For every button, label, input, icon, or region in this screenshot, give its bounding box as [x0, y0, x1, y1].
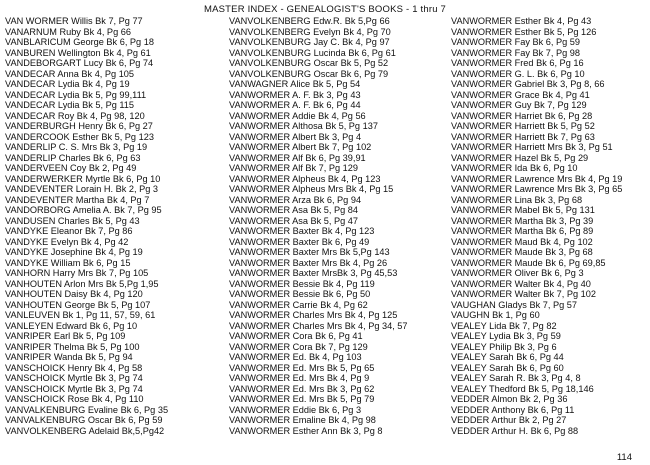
- index-entry: VANWORMER Harriett Bk 7, Pg 63: [451, 131, 595, 142]
- index-entry: VANWORMER Harriett Mrs Bk 3, Pg 51: [451, 142, 613, 152]
- index-entry: VANDEVENTER Martha Bk 4, Pg 7: [5, 194, 150, 205]
- index-entry: VANVOLKENBERG Adelaid Bk,5,Pg42: [5, 425, 165, 436]
- index-entry: VANWORMER Lina Bk 3, Pg 68: [451, 194, 583, 205]
- index-entry: VANWORMER Bessie Bk 6, Pg 50: [229, 289, 371, 299]
- index-entry: VANWORMER Arza Bk 6, Pg 94: [229, 194, 362, 205]
- index-entry: VANDYKE Josephine Bk 4, Pg 19: [5, 247, 143, 257]
- index-entry: VANWORMER Grace Bk 4, Pg 41: [451, 89, 590, 100]
- index-entry: VANVOLKENBURG Lucinda Bk 6, Pg 61: [229, 47, 396, 58]
- index-entry: VANWORMER Fay Bk 6, Pg 59: [451, 37, 580, 47]
- index-entry: VANWORMER Harriet Bk 6, Pg 28: [451, 110, 593, 121]
- index-entry: VEALEY Sarah R. Bk 3, Pg 4, 8: [451, 373, 581, 383]
- index-entry: VANDEBORGART Lucy Bk 6, Pg 74: [5, 58, 154, 68]
- index-entry: VANDERVEEN Coy Bk 2, Pg 49: [5, 163, 137, 173]
- index-entry: VEALEY Sarah Bk 6, Pg 44: [451, 352, 564, 362]
- index-entry: VANWORMER Asa Bk 5, Pg 84: [229, 205, 359, 215]
- index-entry: VEDDER Arthur H. Bk 6, Pg 88: [451, 425, 579, 436]
- index-entry: VANVALKENBURG Oscar Bk 6, Pg 59: [5, 415, 163, 425]
- index-entry: VANWORMER Oliver Bk 6, Pg 3: [451, 268, 584, 278]
- index-entry: VANDYKE Eleanor Bk 7, Pg 86: [5, 226, 133, 236]
- index-entry: VANWORMER Charles Mrs Bk 4, Pg 34, 57: [229, 320, 408, 331]
- index-entry: VANWORMER Alf Bk 7, Pg 129: [229, 163, 359, 173]
- index-entry: VANVOLKENBERG Evelyn Bk 4, Pg 70: [229, 26, 391, 37]
- page-number: 114: [616, 452, 632, 463]
- index-entry: VANWORMER Ed. Bk 4, Pg 103: [229, 352, 362, 362]
- index-entry: VEALEY Sarah Bk 6, Pg 60: [451, 362, 564, 373]
- index-entry: VANWORMER Alf Bk 6, Pg 39,91: [229, 152, 366, 163]
- index-entry: VANWORMER Bessie Bk 4, Pg 119: [229, 278, 375, 289]
- index-entry: VAUGHAN Gladys Bk 7, Pg 57: [451, 299, 577, 310]
- index-entry: VANWORMER Ed. Mrs Bk 5, Pg 79: [229, 394, 375, 404]
- index-entry: VANVOLKENBERG Edw.R. Bk 5,Pg 66: [229, 16, 390, 26]
- index-column-2: [229, 16, 447, 436]
- index-entry: VANVOLKENBURG Oscar Bk 5, Pg 52: [229, 58, 389, 68]
- index-entry: VANARNUM Ruby Bk 4, Pg 66: [5, 26, 131, 37]
- index-entry: VANWORMER Gabriel Bk 3, Pg 8, 66: [451, 79, 605, 89]
- index-entry: VANDEVENTER Lorain H. Bk 2, Pg 3: [5, 184, 159, 194]
- index-entry: VANDERLIP C. S. Mrs Bk 3, Pg 19: [5, 142, 148, 152]
- index-entry: VANDORBORG Amelia A. Bk 7, Pg 95: [5, 205, 162, 215]
- index-entry: VANWORMER A. F. Bk 6, Pg 44: [229, 100, 361, 110]
- index-entry: VANWORMER Charles Mrs Bk 4, Pg 125: [229, 310, 398, 320]
- index-entry: VANWORMER Asa Bk 5, Pg 47: [229, 215, 359, 226]
- index-entry: VANWORMER Baxter Bk 4, Pg 123: [229, 226, 375, 236]
- index-entry: VANWORMER Guy Bk 7, Pg 129: [451, 100, 587, 110]
- index-entry: VANWORMER Maud Bk 4, Pg 102: [451, 236, 593, 247]
- index-entry: VANLEYEN Edward Bk 6, Pg 10: [5, 320, 138, 331]
- index-entry: VAUGHN Bk 1, Pg 60: [451, 310, 540, 320]
- index-entry: VANWORMER Cora Bk 7, Pg 129: [229, 341, 368, 352]
- index-entry: VANSCHOICK Myrtle Bk 3, Pg 74: [5, 373, 143, 383]
- index-entry: VANWORMER Ida Bk 6, Pg 10: [451, 163, 578, 173]
- index-entry: VANVALKENBURG Evaline Bk 6, Pg 35: [5, 404, 169, 415]
- index-entry: VANDECAR Lydia Bk 5, Pg 115: [5, 100, 135, 110]
- index-entry: VANDERCOOK Esther Bk 5, Pg 123: [5, 131, 154, 142]
- index-entry: VANBUREN Wellington Bk 4, Pg 61: [5, 47, 151, 58]
- index-entry: VANSCHOICK Henry Bk 4, Pg 58: [5, 362, 143, 373]
- index-entry: VANLEUVEN Bk 1, Pg 11, 57, 59, 61: [5, 310, 156, 320]
- index-entry: VANDECAR Lydia Bk 5, Pg 99,111: [5, 89, 147, 100]
- index-entry: VANWORMER Albert Bk 3, Pg 4: [229, 131, 362, 142]
- index-entry: VANWORMER Baxter MrsBk 3, Pg 45,53: [229, 268, 398, 278]
- index-entry: VANRIPER Earl Bk 5, Pg 109: [5, 331, 126, 341]
- index-entry: VANWORMER Althosa Bk 5, Pg 137: [229, 121, 378, 131]
- index-entry: VANWORMER Emaline Bk 4, Pg 98: [229, 415, 376, 425]
- index-entry: VAN WORMER Willis Bk 7, Pg 77: [5, 16, 143, 26]
- index-entry: VANVOLKENBURG Oscar Bk 6, Pg 79: [229, 68, 389, 79]
- index-entry: VANWORMER Ed. Mrs Bk 3, Pg 62: [229, 383, 375, 394]
- index-entry: VANWORMER Harriett Bk 5, Pg 52: [451, 121, 595, 131]
- index-column-3: [451, 16, 649, 436]
- index-entry: VANHOUTEN Daisy Bk 4, Pg 120: [5, 289, 143, 299]
- index-entry: VANWORMER A. F. Bk 3, Pg 43: [229, 89, 361, 100]
- index-entry: VANWORMER Baxter Bk 6, Pg 49: [229, 236, 370, 247]
- index-entry: VEALEY Philip Bk 3, Pg 6: [451, 341, 557, 352]
- index-entry: VANWORMER Maude Bk 6, Pg 69,85: [451, 257, 606, 268]
- index-entry: VANDERWERKER Myrtle Bk 6, Pg 10: [5, 173, 161, 184]
- index-entry: VANDECAR Anna Bk 4, Pg 105: [5, 68, 135, 79]
- index-entry: VANSCHOICK Myrtle Bk 3, Pg 74: [5, 383, 143, 394]
- index-entry: VEDDER Almon Bk 2, Pg 36: [451, 394, 568, 404]
- index-entry: VANWORMER Martha Bk 3, Pg 39: [451, 215, 594, 226]
- index-entry: VANWORMER Fred Bk 6, Pg 16: [451, 58, 584, 68]
- index-entry: VANDUSEN Charles Bk 5, Pg 43: [5, 215, 140, 226]
- page-title: MASTER INDEX - GENEALOGIST'S BOOKS - 1 thru 7: [203, 4, 447, 15]
- index-entry: VANWORMER Baxter Mrs Bk 4, Pg 26: [229, 257, 388, 268]
- index-entry: VEALEY Lydia Bk 3, Pg 59: [451, 331, 561, 341]
- index-entry: VANWORMER Eddie Bk 6, Pg 3: [229, 404, 362, 415]
- index-entry: VANWAGNER Alice Bk 5, Pg 54: [229, 79, 361, 89]
- index-entry: VANWORMER Addie Bk 4, Pg 56: [229, 110, 366, 121]
- index-entry: VANDYKE Evelyn Bk 4, Pg 42: [5, 236, 129, 247]
- index-entry: VANWORMER Fay Bk 7, Pg 98: [451, 47, 580, 58]
- index-entry: VANDECAR Roy Bk 4, Pg 98, 120: [5, 110, 145, 121]
- index-entry: VANDYKE William Bk 6, Pg 15: [5, 257, 131, 268]
- index-entry: VEDDER Anthony Bk 6, Pg 11: [451, 404, 575, 415]
- index-entry: VANSCHOICK Rose Bk 4, Pg 110: [5, 394, 144, 404]
- index-entry: VANWORMER Walter Bk 7, Pg 102: [451, 289, 596, 299]
- index-entry: VANWORMER Lawrence Mrs Bk 3, Pg 65: [451, 184, 623, 194]
- index-entry: VANRIPER Thelma Bk 5, Pg 100: [5, 341, 140, 352]
- index-entry: VANWORMER Cora Bk 6, Pg 41: [229, 331, 363, 341]
- index-entry: VANHOUTEN Arlon Mrs Bk 5,Pg 1,95: [5, 278, 159, 289]
- index-entry: VEALEY Thedford Bk 5, Pg 18,146: [451, 383, 594, 394]
- index-entry: VANDECAR Lydia Bk 4, Pg 19: [5, 79, 130, 89]
- index-column-1: [5, 16, 220, 436]
- index-entry: VANWORMER Alpheus Mrs Bk 4, Pg 15: [229, 184, 394, 194]
- index-entry: VANWORMER Hazel Bk 5, Pg 29: [451, 152, 589, 163]
- index-entry: VANHORN Harry Mrs Bk 7, Pg 105: [5, 268, 149, 278]
- index-entry: VANRIPER Wanda Bk 5, Pg 94: [5, 352, 133, 362]
- index-entry: VANWORMER Carrie Bk 4, Pg 62: [229, 299, 368, 310]
- index-entry: VANDERLIP Charles Bk 6, Pg 63: [5, 152, 141, 163]
- index-entry: VANWORMER Ed. Mrs Bk 5, Pg 65: [229, 362, 375, 373]
- index-entry: VANWORMER Esther Ann Bk 3, Pg 8: [229, 425, 383, 436]
- index-entry: VEDDER Arthur Bk 2, Pg 27: [451, 415, 567, 425]
- index-entry: VANDERBURGH Henry Bk 6, Pg 27: [5, 121, 153, 131]
- index-entry: VANWORMER Esther Bk 4, Pg 43: [451, 16, 592, 26]
- index-entry: VANWORMER Ed. Mrs Bk 4, Pg 9: [229, 373, 370, 383]
- index-entry: VANWORMER Mabel Bk 5, Pg 131: [451, 205, 595, 215]
- index-entry: VEALEY Lida Bk 7, Pg 82: [451, 320, 557, 331]
- index-entry: VANWORMER G. L. Bk 6, Pg 10: [451, 68, 585, 79]
- index-entry: VANWORMER Maude Bk 3, Pg 68: [451, 247, 593, 257]
- index-entry: VANBLARICUM George Bk 6, Pg 18: [5, 37, 154, 47]
- index-entry: VANWORMER Lawrence Mrs Bk 4, Pg 19: [451, 173, 623, 184]
- index-entry: VANWORMER Albert Bk 7, Pg 102: [229, 142, 372, 152]
- index-entry: VANVOLKENBURG Jay C. Bk 4, Pg 97: [229, 37, 390, 47]
- index-entry: VANWORMER Esther Bk 5, Pg 126: [451, 26, 597, 37]
- index-entry: VANHOUTEN George Bk 5, Pg 107: [5, 299, 151, 310]
- index-entry: VANWORMER Walter Bk 4, Pg 40: [451, 278, 591, 289]
- index-entry: VANWORMER Alpheus Bk 4, Pg 123: [229, 173, 381, 184]
- index-entry: VANWORMER Martha Bk 6, Pg 89: [451, 226, 594, 236]
- index-entry: VANWORMER Baxter Mrs Bk 5,Pg 143: [229, 247, 390, 257]
